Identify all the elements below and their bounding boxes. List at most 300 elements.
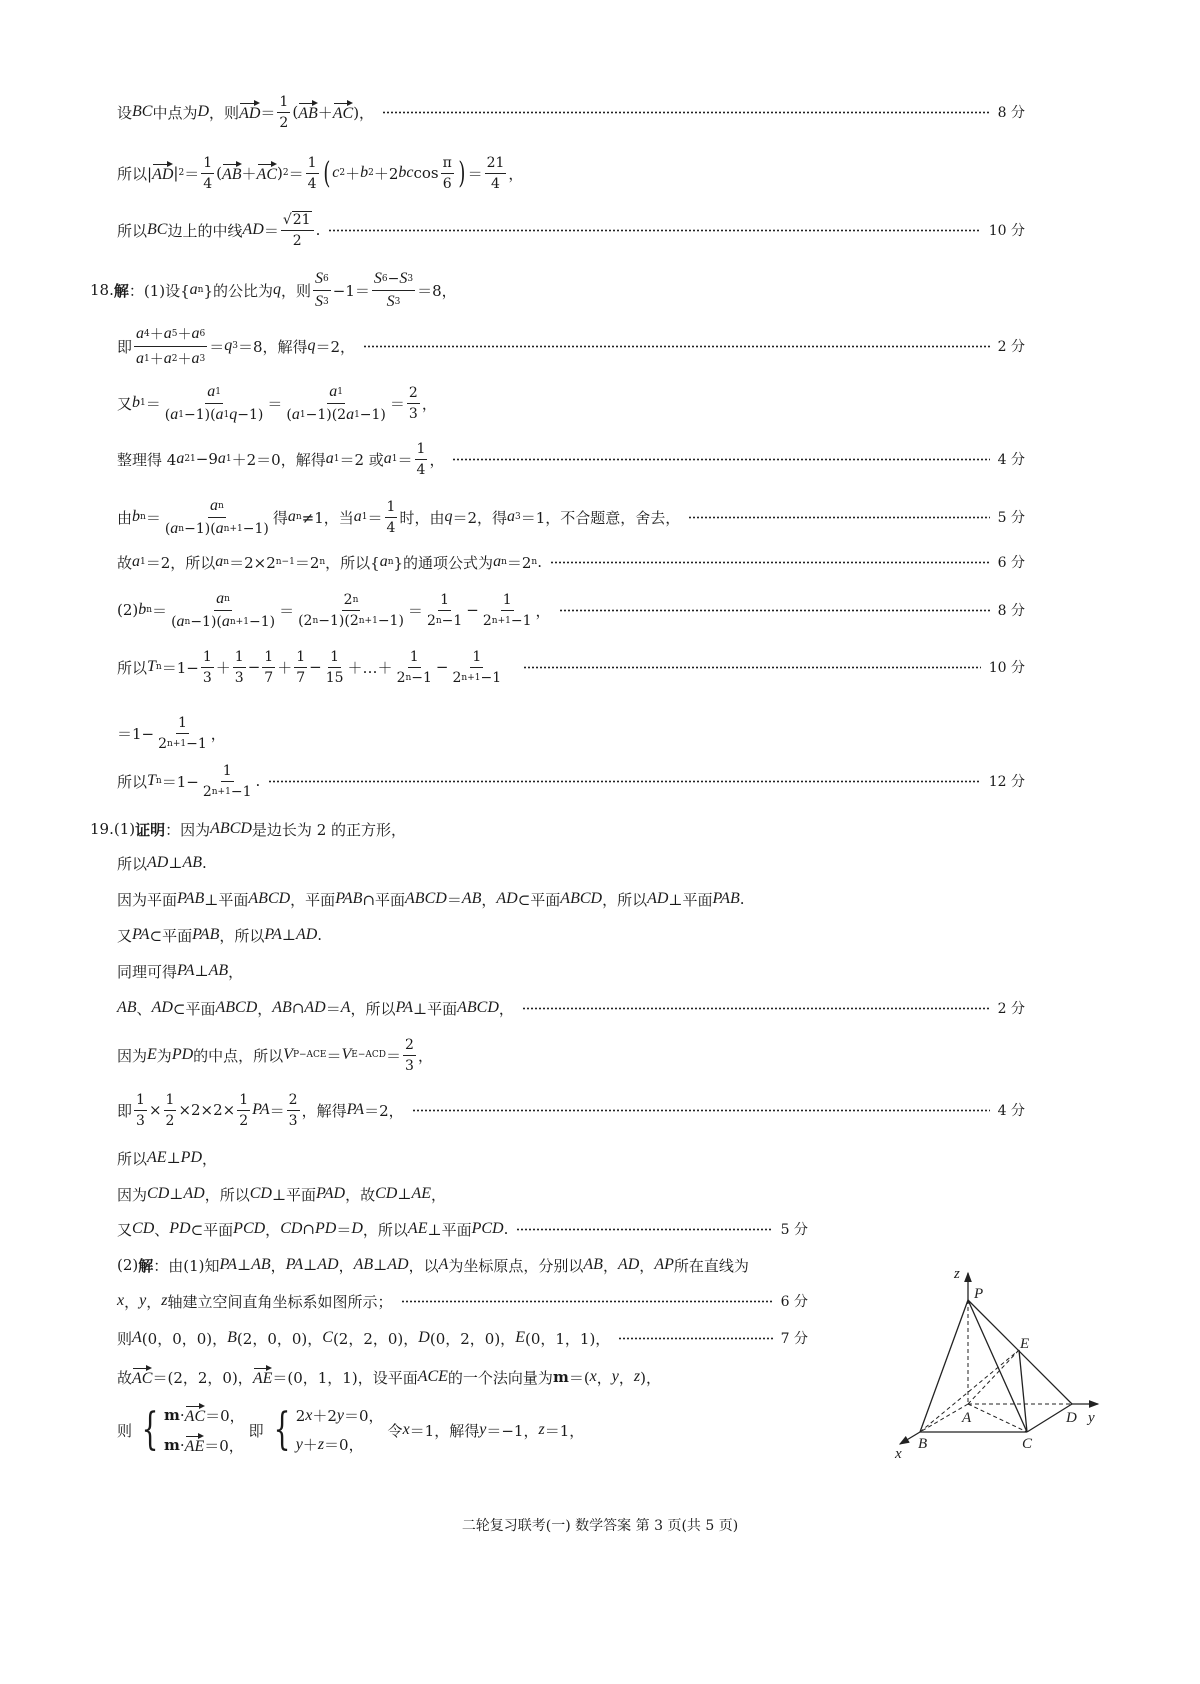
- score-label: 10 分: [988, 660, 1025, 676]
- numerator: [342, 592, 361, 611]
- math-symbol: PA: [395, 999, 414, 1016]
- text-run: ＝1−: [161, 772, 199, 791]
- text-run: .: [503, 1220, 509, 1238]
- text-run: ，: [602, 1256, 618, 1275]
- math-symbol: AE: [407, 1220, 428, 1237]
- math-symbol: a: [507, 508, 516, 525]
- text-run: ＋: [345, 164, 361, 183]
- text-run: ，: [431, 1185, 447, 1204]
- text-run: )，: [640, 1368, 662, 1387]
- superscript: 2: [178, 168, 185, 178]
- text-run: ⊂平面: [190, 1220, 234, 1239]
- edge-AC: [968, 1404, 1027, 1432]
- denominator: [324, 668, 346, 686]
- text-run: 1: [296, 648, 306, 665]
- math-symbol: PA: [252, 1101, 270, 1118]
- text-run: −1): [248, 613, 276, 630]
- numerator: [306, 155, 319, 174]
- subscript: 6: [323, 273, 329, 284]
- text-run: 3: [202, 669, 212, 686]
- score-label: 12 分: [988, 774, 1025, 790]
- text-run: 2: [288, 1091, 298, 1108]
- text-run: −1)(: [183, 406, 216, 423]
- text-run: ，所以: [219, 926, 265, 945]
- text-run: ，: [639, 1256, 655, 1275]
- text-run: (0，0，0)，: [141, 1329, 228, 1348]
- math-symbol: a: [176, 612, 185, 630]
- fraction: [201, 155, 214, 192]
- edge-AB: [920, 1404, 968, 1432]
- math-symbol: PD: [171, 1046, 194, 1063]
- line-content: [117, 1255, 749, 1276]
- text-run: −1)(2: [318, 612, 359, 629]
- math-symbol: q: [224, 337, 233, 354]
- fraction: [169, 590, 277, 631]
- bold-text: 解: [113, 281, 129, 300]
- fraction: [481, 592, 534, 629]
- text-run: 7: [264, 669, 274, 686]
- text-run: ＝8，解得: [237, 337, 308, 356]
- subscript: 1: [190, 454, 196, 464]
- math-symbol: AD: [147, 854, 169, 871]
- text-run: 为: [156, 1046, 172, 1065]
- math-symbol: a: [379, 553, 388, 570]
- math-symbol: A: [132, 1329, 142, 1346]
- math-symbol: AD: [242, 221, 264, 238]
- text-run: ＝0，: [204, 1436, 244, 1455]
- fraction: [294, 649, 307, 686]
- text-run: −1)(: [184, 520, 216, 537]
- math-symbol: PAD: [316, 1185, 346, 1202]
- math-symbol: z: [317, 1435, 325, 1453]
- superscript: n: [352, 594, 359, 605]
- score-label: 5 分: [997, 510, 1025, 526]
- score-label: 10 分: [988, 223, 1025, 239]
- denominator: [385, 518, 398, 536]
- text-run: 所以: [117, 854, 148, 873]
- subscript: n: [224, 593, 230, 604]
- text-run: ＋: [177, 351, 192, 368]
- denominator: [262, 668, 275, 686]
- text-run: 所以: [117, 221, 148, 240]
- text-run: ＝2，得: [452, 508, 508, 527]
- text-run: ×: [148, 1101, 162, 1119]
- system-rows: [296, 1405, 384, 1455]
- math-symbol: AB: [583, 1256, 603, 1273]
- score-label: 4 分: [997, 452, 1025, 468]
- fraction: [262, 649, 275, 686]
- denominator: [451, 668, 504, 686]
- text-run: 1: [440, 591, 450, 608]
- text-run: 7: [296, 669, 306, 686]
- text-run: 时，由: [399, 508, 445, 527]
- math-symbol: CD: [249, 1185, 272, 1202]
- math-symbol: a: [215, 553, 224, 570]
- math-symbol: ABCD: [457, 999, 499, 1016]
- fraction: [233, 649, 246, 686]
- text-run: ＝: [279, 601, 295, 620]
- text-run: ＝2，: [315, 337, 356, 356]
- text-run: ＋: [177, 326, 192, 343]
- text-run: 21: [486, 154, 505, 171]
- leader-dots: [550, 561, 990, 564]
- subscript: 1: [144, 353, 150, 364]
- numerator: [201, 155, 214, 174]
- edge-PC: [968, 1300, 1030, 1432]
- subscript: 2: [171, 353, 178, 364]
- denominator: [237, 1111, 250, 1129]
- line-content: [117, 1366, 661, 1388]
- math-symbol: q: [307, 337, 316, 354]
- math-symbol: ABCD: [215, 999, 258, 1016]
- text-run: 为坐标原点，分别以: [448, 1256, 584, 1275]
- fraction: [277, 94, 290, 131]
- vector: AC: [257, 162, 277, 184]
- numerator: [294, 649, 307, 668]
- numerator: [470, 649, 483, 668]
- superscript: n: [435, 615, 442, 626]
- text-run: ＝: [336, 1220, 352, 1239]
- math-symbol: a: [189, 281, 198, 298]
- text-run: 1: [234, 648, 244, 665]
- math-symbol: AD: [496, 890, 518, 907]
- text-run: ＝: [269, 1101, 285, 1120]
- fraction: [164, 1092, 177, 1129]
- leader-dots: [452, 458, 989, 461]
- denominator: [164, 1111, 177, 1129]
- math-symbol: E: [147, 1046, 157, 1063]
- vector: AD: [152, 162, 173, 184]
- fraction: [415, 441, 428, 478]
- text-run: 所在直线为: [673, 1256, 749, 1275]
- math-symbol: q: [273, 281, 282, 298]
- line-content: [117, 1148, 217, 1169]
- text-run: .: [202, 854, 207, 872]
- text-run: 1: [409, 648, 419, 665]
- large-paren: (: [322, 155, 330, 191]
- text-run: ，所以: [204, 1185, 250, 1204]
- superscript: 3: [232, 341, 238, 351]
- text-run: 2: [295, 1406, 306, 1425]
- math-symbol: a: [191, 349, 200, 367]
- label-P: P: [974, 1286, 984, 1302]
- system-row: [164, 1404, 245, 1426]
- math-symbol: PCD: [233, 1220, 266, 1237]
- denominator: [201, 668, 214, 686]
- fraction: [134, 324, 207, 369]
- text-run: 1: [177, 714, 187, 731]
- math-symbol: y: [336, 1406, 344, 1424]
- math-symbol: AD: [151, 999, 173, 1016]
- line-content: [117, 1404, 584, 1456]
- math-symbol: a: [191, 324, 200, 342]
- text-run: 因为: [117, 1046, 148, 1065]
- math-symbol: AB: [117, 999, 137, 1016]
- text-run: ，: [618, 1368, 634, 1387]
- text-run: ⊥: [281, 926, 296, 944]
- numerator: [221, 763, 234, 782]
- label-C: C: [1022, 1436, 1033, 1452]
- text-run: ＝: [367, 508, 383, 527]
- math-symbol: AE: [411, 1185, 431, 1202]
- fraction: [372, 270, 415, 311]
- numerator: [176, 715, 189, 734]
- math-symbol: BC: [147, 221, 168, 238]
- text-run: ，所以: [602, 890, 648, 909]
- text-run: 1: [136, 1091, 145, 1108]
- math-symbol: PA: [346, 1101, 365, 1118]
- text-run: 3: [136, 1112, 145, 1129]
- numerator: [205, 383, 223, 404]
- numerator: [408, 649, 421, 668]
- numerator: [403, 1037, 416, 1056]
- text-run: 1: [472, 648, 482, 665]
- math-symbol: AD: [304, 999, 326, 1016]
- system-row: [296, 1405, 384, 1426]
- text-run: −: [466, 601, 479, 619]
- text-run: ，: [417, 1046, 433, 1065]
- math-symbol: z: [161, 1292, 168, 1309]
- text-run: .: [315, 221, 321, 239]
- leader-dots: [382, 111, 990, 114]
- denominator: [233, 668, 246, 686]
- subscript: 3: [323, 296, 329, 307]
- text-run: ，: [146, 1292, 162, 1311]
- subscript: 1: [225, 454, 232, 464]
- math-symbol: a: [346, 405, 355, 423]
- text-run: 1: [502, 591, 512, 608]
- text-run: ⊥平面: [204, 890, 249, 909]
- pyramid-coordinate-diagram: [830, 1262, 1110, 1462]
- math-symbol: PAB: [177, 890, 205, 907]
- text-run: ，以: [408, 1256, 439, 1275]
- text-run: −: [435, 658, 449, 676]
- math-symbol: PA: [219, 1256, 237, 1273]
- text-run: ⊥: [194, 962, 209, 980]
- text-run: )，: [353, 103, 375, 122]
- text-run: 3: [405, 1057, 414, 1074]
- subscript: 1: [361, 512, 368, 522]
- text-run: ，: [228, 962, 244, 981]
- subscript: 1: [140, 557, 146, 567]
- text-run: 因为平面: [117, 890, 178, 909]
- text-run: ∩: [291, 999, 305, 1017]
- text-run: 1: [202, 648, 212, 665]
- text-run: 中点为: [152, 103, 198, 122]
- text-run: 3: [234, 669, 244, 686]
- leader-dots: [522, 1007, 990, 1010]
- text-run: ＝2: [506, 553, 532, 572]
- text-run: 故: [117, 553, 133, 572]
- superscript: 2: [282, 168, 289, 178]
- subscript: n: [184, 616, 191, 627]
- text-run: 2: [239, 1112, 249, 1129]
- numerator: [438, 592, 451, 611]
- text-run: ＝: [407, 601, 423, 620]
- math-symbol: S: [373, 269, 382, 287]
- denominator: [415, 460, 428, 478]
- subscript: n+1: [223, 523, 243, 534]
- math-symbol: CD: [375, 1185, 398, 1202]
- text-run: 2: [165, 1112, 175, 1129]
- text-run: 得: [272, 508, 288, 527]
- subscript: n: [146, 605, 153, 615]
- text-run: (: [164, 406, 171, 423]
- leader-dots: [328, 229, 980, 232]
- text-run: 因为: [117, 1185, 148, 1204]
- denominator: [169, 611, 277, 631]
- denominator: [163, 404, 266, 424]
- text-run: ⊂平面: [149, 926, 193, 945]
- text-run: ＝1，不合题意，舍去，: [520, 508, 681, 527]
- fraction: [313, 270, 331, 311]
- subscript: 1: [333, 454, 340, 464]
- text-run: ，: [257, 999, 273, 1018]
- numerator: [281, 212, 314, 231]
- line-content: [117, 590, 551, 631]
- line-content: [117, 763, 260, 800]
- text-run: −1)(2: [305, 406, 347, 423]
- text-run: ⊥平面: [413, 999, 458, 1018]
- text-run: 由: [117, 508, 133, 527]
- numerator: [441, 155, 454, 174]
- math-symbol: CD: [132, 1220, 155, 1237]
- math-symbol: D: [418, 1329, 430, 1346]
- text-run: (2): [117, 601, 139, 619]
- text-run: 则: [117, 1329, 133, 1348]
- denominator: [296, 611, 406, 629]
- text-run: 边上的中线: [167, 221, 243, 240]
- text-run: 15: [325, 669, 344, 686]
- math-symbol: a: [216, 589, 225, 607]
- vector: AE: [253, 1366, 273, 1388]
- numerator: [134, 1092, 147, 1111]
- denominator: [313, 291, 331, 311]
- math-symbol: V: [341, 1046, 352, 1063]
- text-run: −1)(: [190, 613, 222, 630]
- math-symbol: AB: [251, 1256, 271, 1273]
- fraction: [407, 385, 420, 422]
- text-run: 1: [222, 762, 232, 779]
- denominator: [163, 518, 271, 538]
- fraction: [201, 763, 254, 800]
- math-symbol: PA: [132, 926, 150, 943]
- text-run: 又: [117, 926, 133, 945]
- text-run: ，: [338, 1256, 354, 1275]
- denominator: [287, 1111, 300, 1129]
- text-run: ＝: [325, 999, 341, 1018]
- fraction: [134, 1092, 147, 1129]
- math-symbol: b: [360, 164, 369, 181]
- math-symbol: S: [386, 292, 395, 310]
- text-run: cos: [413, 164, 439, 182]
- subscript: P−ACE: [292, 1050, 327, 1060]
- text-run: 6: [442, 175, 452, 192]
- superscript: 2: [339, 168, 346, 178]
- subscript: 1: [215, 386, 221, 397]
- text-run: ): [277, 164, 283, 182]
- math-symbol: AD: [295, 926, 318, 943]
- math-symbol: S: [315, 269, 324, 287]
- math-symbol: x: [117, 1292, 125, 1309]
- text-run: ＝(2，2，0)，: [152, 1368, 253, 1387]
- text-run: 19.(1): [90, 820, 136, 838]
- denominator: [134, 1111, 147, 1129]
- text-run: ，所以{: [325, 553, 380, 572]
- text-run: .: [739, 890, 745, 908]
- math-symbol: a: [163, 324, 172, 342]
- superscript: n+1: [461, 672, 481, 683]
- text-run: 故: [117, 1368, 133, 1387]
- text-run: ⊥平面: [427, 1220, 472, 1239]
- text-run: (0，2，0)，: [429, 1329, 516, 1348]
- text-run: 令: [387, 1421, 403, 1440]
- brace: {: [141, 1404, 159, 1455]
- math-symbol: y: [295, 1435, 303, 1453]
- text-run: ＝: [145, 508, 161, 527]
- text-run: ＝: [260, 103, 276, 122]
- numerator: [214, 590, 232, 611]
- subscript: n: [387, 557, 394, 567]
- math-symbol: ABCD: [248, 890, 291, 907]
- text-run: ，: [429, 450, 445, 469]
- score-label: 8 分: [997, 105, 1025, 121]
- text-run: −1: [510, 612, 532, 629]
- numerator: [313, 270, 331, 291]
- math-symbol: z: [633, 1368, 641, 1385]
- numerator: [485, 155, 507, 174]
- fraction: [237, 1092, 250, 1129]
- math-symbol: b: [132, 394, 141, 411]
- line-content: [117, 1184, 446, 1205]
- text-run: ⊥平面: [668, 890, 713, 909]
- math-symbol: E: [515, 1329, 525, 1346]
- text-run: −1: [186, 735, 207, 752]
- math-symbol: PA: [264, 926, 282, 943]
- denominator: [134, 347, 207, 369]
- superscript: 2: [368, 168, 374, 178]
- fraction: [485, 155, 507, 192]
- text-run: ＝0，: [344, 1407, 384, 1425]
- numerator: [233, 649, 246, 668]
- text-run: ⊥: [237, 1256, 252, 1274]
- text-run: }的通项公式为: [393, 553, 494, 572]
- subscript: n: [140, 512, 146, 522]
- subscript: 1: [178, 409, 184, 420]
- text-run: ＋2＝0，解得: [231, 450, 326, 469]
- text-run: −1): [377, 612, 404, 629]
- subscript: 1: [299, 409, 306, 420]
- text-run: ＝2，所以: [145, 553, 216, 572]
- bold-text: m: [552, 1368, 569, 1386]
- line-content: [117, 1037, 433, 1074]
- label-B: B: [918, 1436, 928, 1452]
- equation-system: [268, 1405, 384, 1455]
- fraction: [451, 649, 504, 686]
- math-symbol: S: [399, 269, 408, 287]
- numerator: [415, 441, 428, 460]
- text-run: 3: [408, 405, 418, 422]
- math-symbol: A: [438, 1256, 449, 1273]
- denominator: [395, 668, 434, 686]
- denominator: [403, 1056, 416, 1074]
- math-symbol: AD: [617, 1256, 640, 1273]
- text-run: 整理得 4: [117, 450, 177, 469]
- math-symbol: PAB: [712, 890, 740, 907]
- edge-PD: [968, 1300, 1072, 1404]
- math-symbol: T: [147, 772, 156, 789]
- text-run: ⊥: [168, 854, 183, 872]
